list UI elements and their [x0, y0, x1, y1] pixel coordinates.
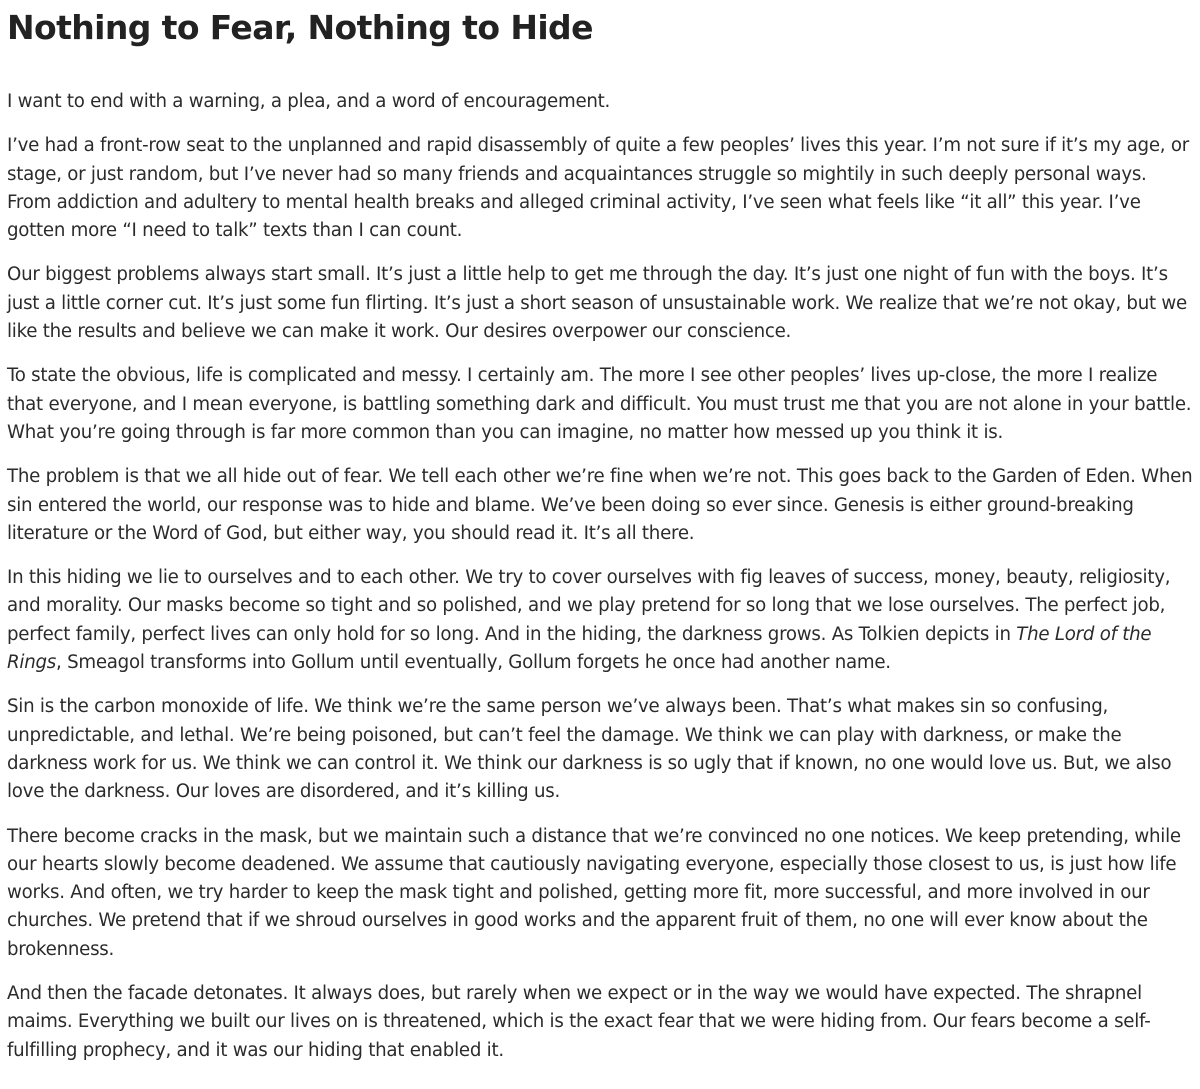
paragraph-cracks-in-the-mask: There become cracks in the mask, but we maintain such a distance that we’re convinced no one notices. We keep pretending, while our hearts slowly become deadened. We assume that cautiously navigating everyone, especially those closest to us, is just how life works. And often, we try harder to keep the mask tight and polished, getting more fit, more successful, and more involved in our churches. We pretend that if we shroud ourselves in good works and the apparent fruit of them, no one will ever know about the brokenness. [7, 825, 1181, 960]
paragraph-text: In this hiding we lie to ourselves and to each other. We try to cover ourselves with fig leaves of success, money, beauty, religiosity, and morality. Our masks become so tight and so polished, and we play pretend for so long that we lose ourselves. The perfect job, perfect family, perfect lives can only hold for so long. And in the hiding, the darkness grows. As Tolkien depicts in [7, 567, 1171, 645]
paragraph-problems-start-small: Our biggest problems always start small. It’s just a little help to get me through the day. It’s just one night of fun with the boys. It’s just a little corner cut. It’s just some fun flirting. It’s just a short season of unsustainable work. We realize that we’re not okay, but we like the results and believe we can make it work. Our desires overpower our conscience. [7, 264, 1187, 343]
paragraph-intro: I want to end with a warning, a plea, and a word of encouragement. [7, 91, 611, 112]
paragraph-hide-out-of-fear: The problem is that we all hide out of fear. We tell each other we’re fine when we’re not. This goes back to the Garden of Eden. When sin entered the world, our response was to hide and blame. We’ve been doing so ever since. Genesis is either ground-breaking literature or the Word of God, but either way, you should read it. It’s all there. [7, 466, 1193, 544]
paragraph-life-is-messy: To state the obvious, life is complicated and messy. I certainly am. The more I see other peoples’ lives up-close, the more I realize that everyone, and I mean everyone, is battling something dark and difficult. You must trust me that you are not alone in your battle. What you’re going through is far more common than you can imagine, no matter how messed up you think it is. [7, 365, 1192, 443]
book-title: The Lord of the Rings [7, 623, 1152, 674]
paragraph-carbon-monoxide: Sin is the carbon monoxide of life. We think we’re the same person we’ve always been. That’s what makes sin so confusing, unpredictable, and lethal. We’re being poisoned, but can’t feel the damage. We think we can play with darkness, or make the darkness work for us. We think we can control it. We think our darkness is so ugly that if known, no one would love us. But, we also love the darkness. Our loves are disordered, and it’s killing us. [7, 696, 1172, 803]
article [0, 8, 1200, 1065]
paragraph-in-this-hiding [7, 564, 1193, 677]
paragraph-front-row-seat: I’ve had a front-row seat to the unplanned and rapid disassembly of quite a few peoples’ lives this year. I’m not sure if it’s my age, or stage, or just random, but I’ve never had so many friends and acquaintances struggle so mightily in such deeply personal ways. From addiction and adultery to mental health breaks and alleged criminal activity, I’ve seen what feels like “it all” this year. I’ve gotten more “I need to talk” texts than I can count. [7, 135, 1189, 242]
paragraph-text: , Smeagol transforms into Gollum until eventually, Gollum forgets he once had another name. [56, 652, 891, 674]
article-title: Nothing to Fear, Nothing to Hide [7, 8, 593, 47]
paragraph-facade-detonates: And then the facade detonates. It always does, but rarely when we expect or in the way we would have expected. The shrapnel maims. Everything we built our lives on is threatened, which is the exact fear that we were hiding from. Our fears become a self-fulfilling prophecy, and it was our hiding that enabled it. [7, 983, 1151, 1061]
